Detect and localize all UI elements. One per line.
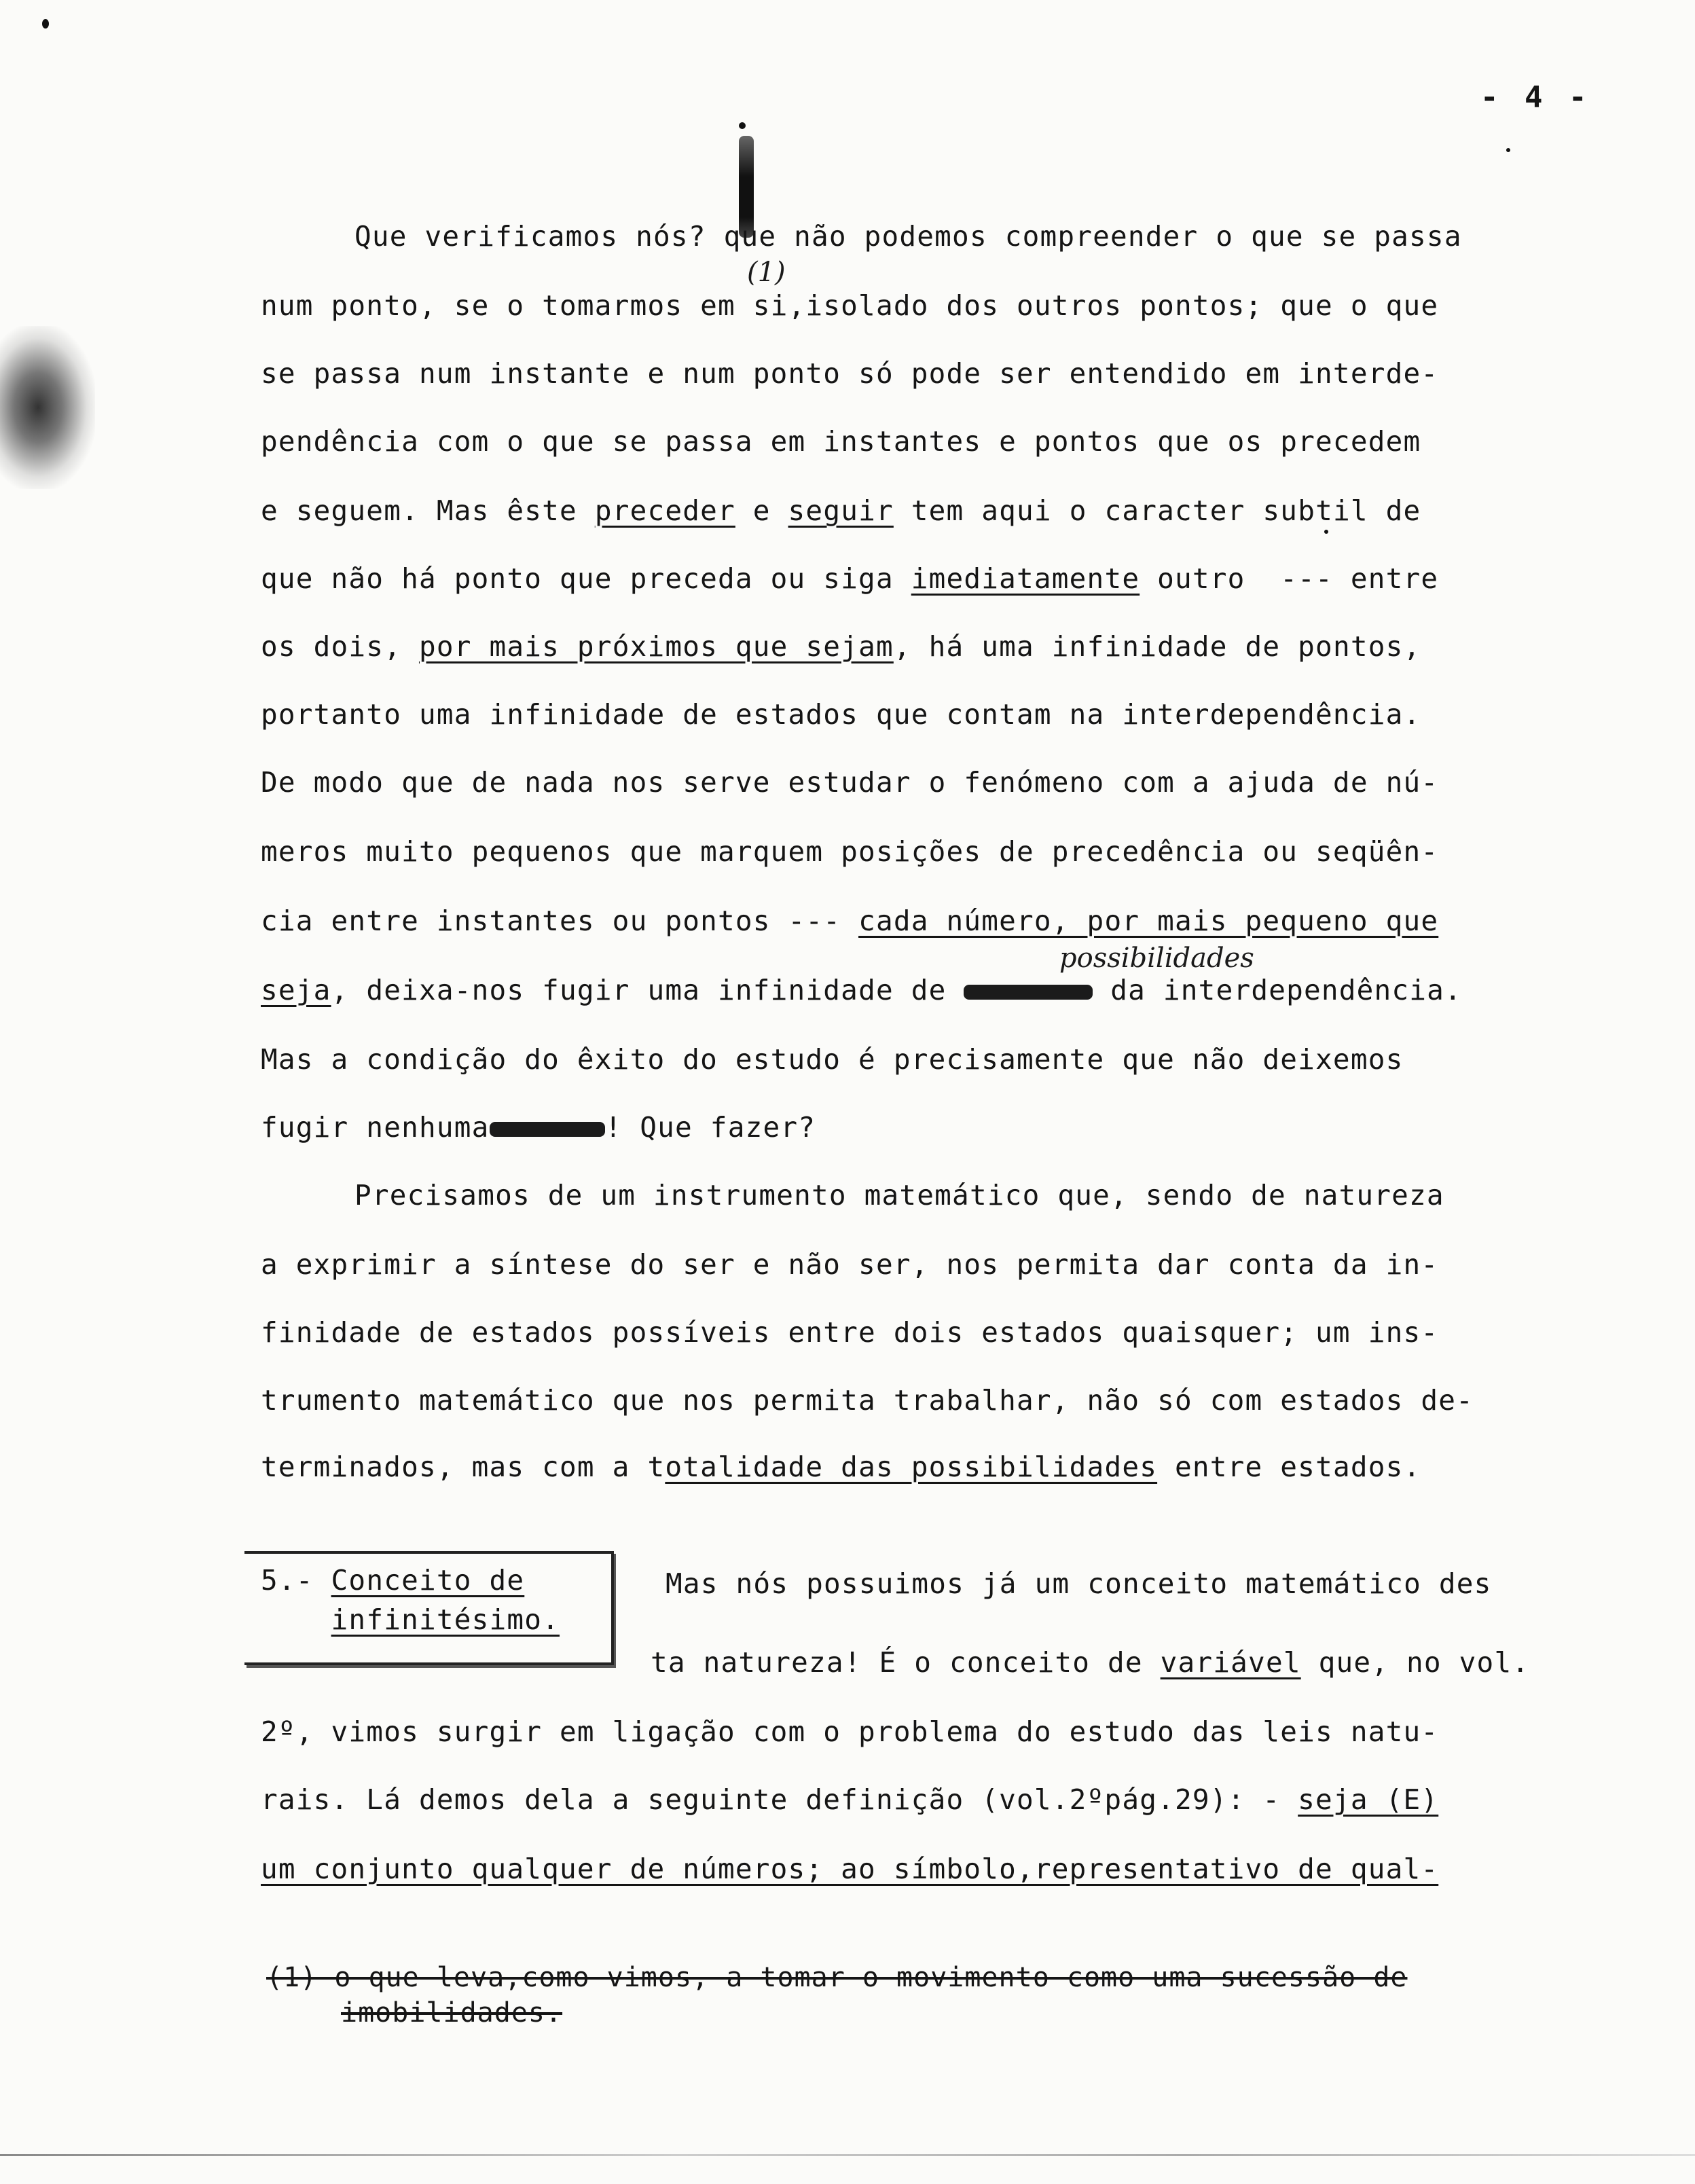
- section-line-5: [261, 1849, 1612, 1889]
- text-segment: terminados, mas com a t: [261, 1451, 666, 1483]
- footnote-line-1: (1) o que leva,como vimos, a tomar o movimento como uma sucessão de: [266, 1962, 1408, 1993]
- text-segment: , há uma infinidade de pontos,: [893, 630, 1421, 663]
- text-line-3: se passa num instante e num ponto só pode ser entendido em interde-: [261, 357, 1439, 390]
- text-segment: da interdependência.: [1093, 974, 1462, 1006]
- underlined-seja: seja: [261, 974, 331, 1006]
- section-line-2: [651, 1642, 1615, 1683]
- underlined-seja-e: seja (E): [1298, 1783, 1439, 1816]
- text-line-19: [261, 1446, 1612, 1487]
- scan-smudge: [0, 326, 95, 489]
- text-line-10: meros muito pequenos que marquem posições de precedência ou seqüên-: [261, 835, 1439, 868]
- text-line-16: a exprimir a síntese do ser e não ser, nos permita dar conta da in-: [261, 1248, 1439, 1281]
- text-line-17: finidade de estados possíveis entre dois estados quaisquer; um ins-: [261, 1316, 1439, 1349]
- page-number: - 4 -: [1480, 80, 1591, 115]
- struck-out-word: [964, 985, 1093, 1000]
- text-segment: que não há ponto que preceda ou siga: [261, 562, 911, 595]
- text-segment: os dois,: [261, 630, 419, 663]
- scan-speck: [1506, 148, 1510, 152]
- section-number: 5.-: [261, 1564, 314, 1597]
- underlined-conjunto: um conjunto qualquer de números; ao símbolo,representativo de qual-: [261, 1853, 1439, 1885]
- section-line-3: 2º, vimos surgir em ligação com o problema do estudo das leis natu-: [261, 1715, 1439, 1748]
- text-segment: e seguem. Mas êste: [261, 494, 595, 527]
- text-segment: tem aqui o caracter subtil de: [893, 494, 1421, 527]
- struck-out-word: [490, 1122, 605, 1137]
- section-line-4: [261, 1779, 1612, 1820]
- scan-speck: [739, 122, 746, 129]
- underlined-preceder: preceder: [594, 494, 735, 527]
- text-segment: , deixa-nos fugir uma infinidade de: [331, 974, 964, 1006]
- text-line-18: trumento matemático que nos permita trabalhar, não só com estados de-: [261, 1384, 1474, 1417]
- text-line-4: pendência com o que se passa em instantes e pontos que os precedem: [261, 425, 1421, 458]
- text-segment: que, no vol.: [1300, 1646, 1530, 1679]
- underlined-por-mais-proximos: por mais próximos que sejam: [418, 630, 894, 663]
- underlined-variavel: variável: [1160, 1646, 1301, 1679]
- underlined-totalidade: otalidade das possibilidades: [665, 1451, 1158, 1483]
- text-line-2: num ponto, se o tomarmos em si,isolado dos outros pontos; que o que: [261, 289, 1439, 322]
- underlined-imediatamente: imediatamente: [911, 562, 1140, 595]
- text-segment: cia entre instantes ou pontos ---: [261, 905, 859, 937]
- text-segment: fugir nenhuma: [261, 1111, 490, 1144]
- text-segment: rais. Lá demos dela a seguinte definição (vol.2ºpág.29): -: [261, 1783, 1298, 1816]
- scan-speck: [42, 19, 49, 29]
- text-segment: ta natureza! É o conceito de: [651, 1646, 1161, 1679]
- section-line-1: Mas nós possuimos já um conceito matemático des: [666, 1567, 1492, 1600]
- footnote-line-2: imobilidades.: [341, 1997, 563, 2028]
- text-line-7: [261, 626, 1612, 667]
- text-line-12: [261, 970, 1612, 1011]
- text-segment: e: [735, 494, 788, 527]
- text-line-6: [261, 558, 1612, 599]
- section-heading: [261, 1561, 560, 1639]
- handwritten-correction: possibilidades: [1059, 943, 1254, 974]
- text-line-9: De modo que de nada nos serve estudar o fenómeno com a ajuda de nú-: [261, 766, 1439, 799]
- underlined-seguir: seguir: [788, 494, 894, 527]
- text-line-1: Que verificamos nós? que não podemos compreender o que se passa: [354, 220, 1462, 253]
- footnote-marker-annotation: (1): [747, 257, 786, 288]
- text-line-5: [261, 490, 1612, 531]
- text-line-13: Mas a condição do êxito do estudo é precisamente que não deixemos: [261, 1043, 1404, 1076]
- underlined-cada-numero: cada número, por mais pequeno que: [858, 905, 1439, 937]
- text-line-8: portanto uma infinidade de estados que contam na interdependência.: [261, 698, 1421, 731]
- text-line-15: Precisamos de um instrumento matemático que, sendo de natureza: [354, 1179, 1444, 1212]
- section-title-line1: Conceito de: [331, 1564, 525, 1597]
- text-segment: ! Que fazer?: [604, 1111, 816, 1144]
- section-title-line2: infinitésimo.: [331, 1603, 560, 1636]
- text-segment: outro --- entre: [1140, 562, 1439, 595]
- text-line-11: [261, 900, 1612, 941]
- text-line-14: [261, 1107, 1612, 1148]
- scan-bottom-edge: [0, 2154, 1695, 2156]
- text-segment: entre estados.: [1157, 1451, 1421, 1483]
